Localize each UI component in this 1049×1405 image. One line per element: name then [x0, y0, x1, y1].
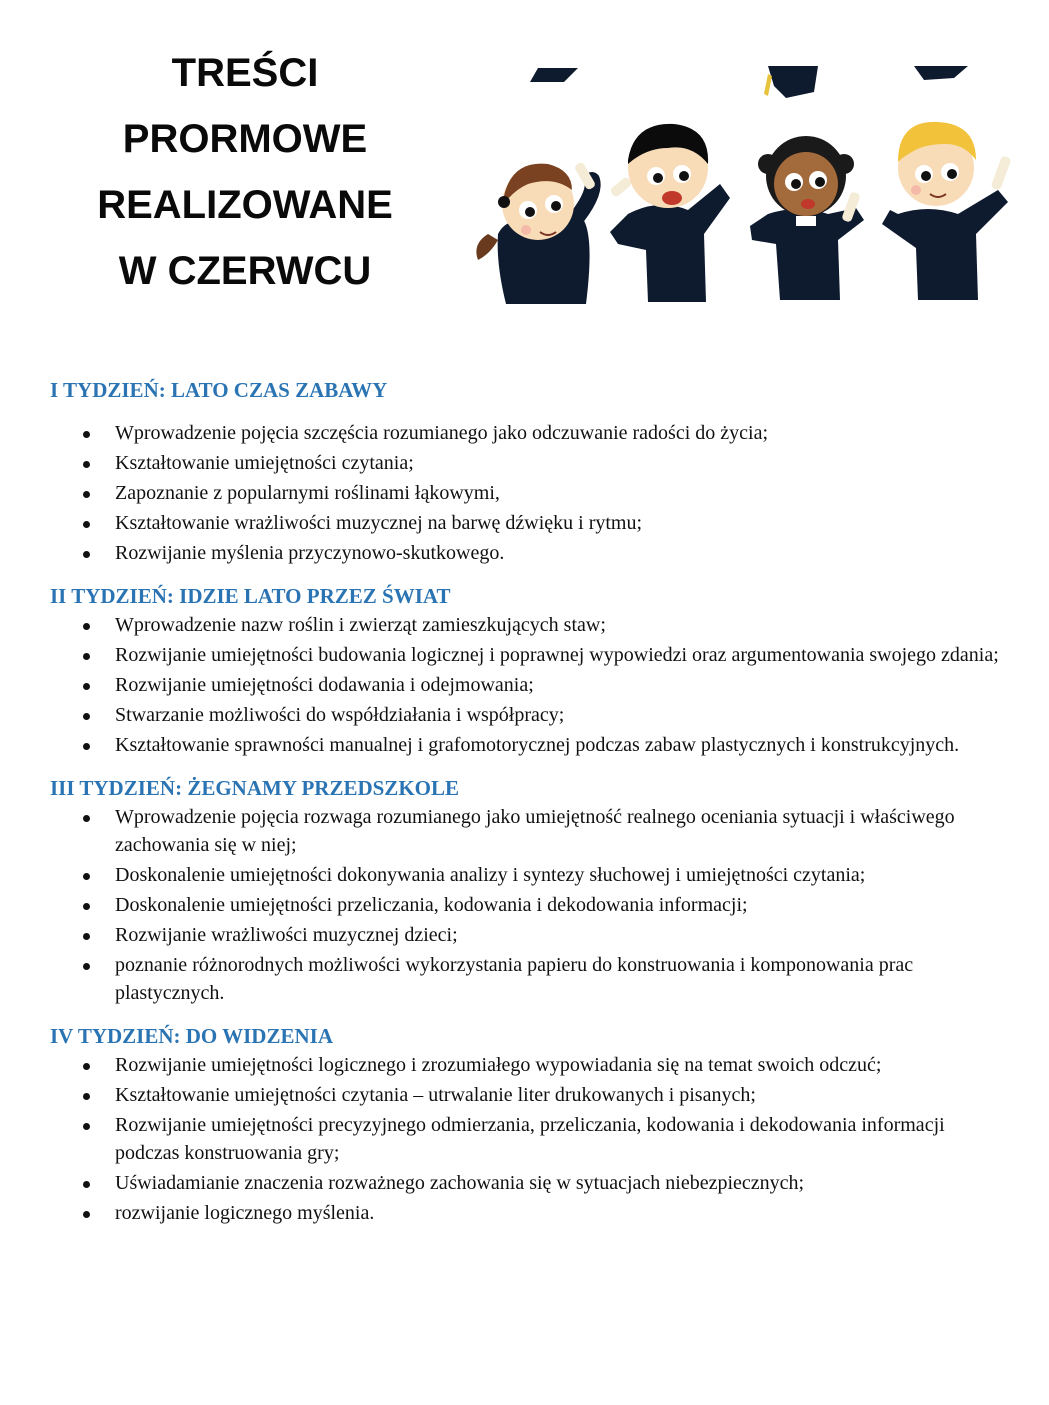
list-item-text: Kształtowanie wrażliwości muzycznej na barwę dźwięku i rytmu; [115, 512, 643, 534]
child-figure [750, 136, 864, 300]
list-item [50, 611, 1010, 639]
program-content [50, 375, 1010, 1241]
list-item [50, 861, 1010, 889]
bullet-icon [83, 1063, 90, 1070]
bullet-icon [83, 1123, 90, 1130]
list-item-text: Kształtowanie umiejętności czytania – utrwalanie liter drukowanych i pisanych; [115, 1084, 756, 1106]
graduation-children-icon [468, 64, 1024, 304]
bullet-icon [83, 815, 90, 822]
week-4-list [50, 1051, 1010, 1227]
list-item-text: poznanie różnorodnych możliwości wykorzystania papieru do konstruowania i komponowania prac plastycznych. [115, 954, 914, 1004]
list-item-text: Rozwijanie wrażliwości muzycznej dzieci; [115, 924, 458, 946]
child-figure [882, 122, 1012, 300]
list-item-text: Rozwijanie umiejętności budowania logicznej i poprawnej wypowiedzi oraz argumentowania swojego zdania; [115, 644, 999, 666]
list-item [50, 1081, 1010, 1109]
list-item-text: Rozwijanie myślenia przyczynowo-skutkowego. [115, 542, 505, 564]
bullet-icon [83, 521, 90, 528]
bullet-icon [83, 1211, 90, 1218]
list-item-text: Wprowadzenie pojęcia szczęścia rozumianego jako odczuwanie radości do życia; [115, 422, 769, 444]
list-item [50, 891, 1010, 919]
list-item [50, 1111, 1010, 1167]
week-1-heading: I TYDZIEŃ: LATO CZAS ZABAWY [50, 378, 388, 402]
bullet-icon [83, 963, 90, 970]
week-2-heading: II TYDZIEŃ: IDZIE LATO PRZEZ ŚWIAT [50, 584, 451, 608]
list-item-text: Doskonalenie umiejętności dokonywania analizy i syntezy słuchowej i umiejętności czytania; [115, 864, 866, 886]
week-4-heading: IV TYDZIEŃ: DO WIDZENIA [50, 1024, 333, 1048]
list-item-text: Kształtowanie umiejętności czytania; [115, 452, 414, 474]
list-item-text: Stwarzanie możliwości do współdziałania i współpracy; [115, 704, 565, 726]
list-item [50, 1051, 1010, 1079]
title-line: TREŚCI [171, 51, 319, 95]
bullet-icon [83, 743, 90, 750]
child-figure [476, 161, 596, 304]
bullet-icon [83, 683, 90, 690]
list-item [50, 951, 1010, 1007]
bullet-icon [83, 713, 90, 720]
week-3-heading: III TYDZIEŃ: ŻEGNAMY PRZEDSZKOLE [50, 776, 459, 800]
week-2-list [50, 611, 1010, 759]
list-item [50, 671, 1010, 699]
list-item [50, 731, 1010, 759]
list-item-text: Wprowadzenie pojęcia rozwaga rozumianego jako umiejętność realnego oceniania sytuacji i właściwego zachowania się w niej; [115, 806, 955, 856]
bullet-icon [83, 873, 90, 880]
list-item [50, 479, 1010, 507]
list-item-text: Rozwijanie umiejętności logicznego i zrozumiałego wypowiadania się na temat swoich odczuć; [115, 1054, 882, 1076]
bullet-icon [83, 623, 90, 630]
bullet-icon [83, 431, 90, 438]
title-line: W CZERWCU [118, 249, 372, 293]
list-item [50, 509, 1010, 537]
list-item-text: Doskonalenie umiejętności przeliczania, kodowania i dekodowania informacji; [115, 894, 748, 916]
title-line: PRORMOWE [122, 117, 368, 161]
list-item [50, 803, 1010, 859]
list-item [50, 539, 1010, 567]
list-item-text: Zapoznanie z popularnymi roślinami łąkowymi, [115, 482, 500, 504]
bullet-icon [83, 1181, 90, 1188]
page-title [60, 40, 430, 304]
list-item [50, 1199, 1010, 1227]
list-item-text: rozwijanie logicznego myślenia. [115, 1202, 375, 1224]
week-1-list [50, 419, 1010, 567]
list-item-text: Rozwijanie umiejętności dodawania i odejmowania; [115, 674, 534, 696]
bullet-icon [83, 653, 90, 660]
list-item-text: Kształtowanie sprawności manualnej i grafomotorycznej podczas zabaw plastycznych i konstrukcyjnych. [115, 734, 960, 756]
list-item-text: Rozwijanie umiejętności precyzyjnego odmierzania, przeliczania, kodowania i dekodowania informacji podczas konstruowania gry; [115, 1114, 945, 1164]
list-item-text: Wprowadzenie nazw roślin i zwierząt zamieszkujących staw; [115, 614, 606, 636]
list-item [50, 641, 1010, 669]
week-3-list [50, 803, 1010, 1007]
title-line: REALIZOWANE [97, 183, 393, 227]
bullet-icon [83, 933, 90, 940]
bullet-icon [83, 903, 90, 910]
bullet-icon [83, 491, 90, 498]
bullet-icon [83, 1093, 90, 1100]
bullet-icon [83, 551, 90, 558]
child-figure [609, 124, 730, 302]
list-item-text: Uświadamianie znaczenia rozważnego zachowania się w sytuacjach niebezpiecznych; [115, 1172, 805, 1194]
list-item [50, 449, 1010, 477]
list-item [50, 921, 1010, 949]
list-item [50, 701, 1010, 729]
bullet-icon [83, 461, 90, 468]
list-item [50, 419, 1010, 447]
list-item [50, 1169, 1010, 1197]
